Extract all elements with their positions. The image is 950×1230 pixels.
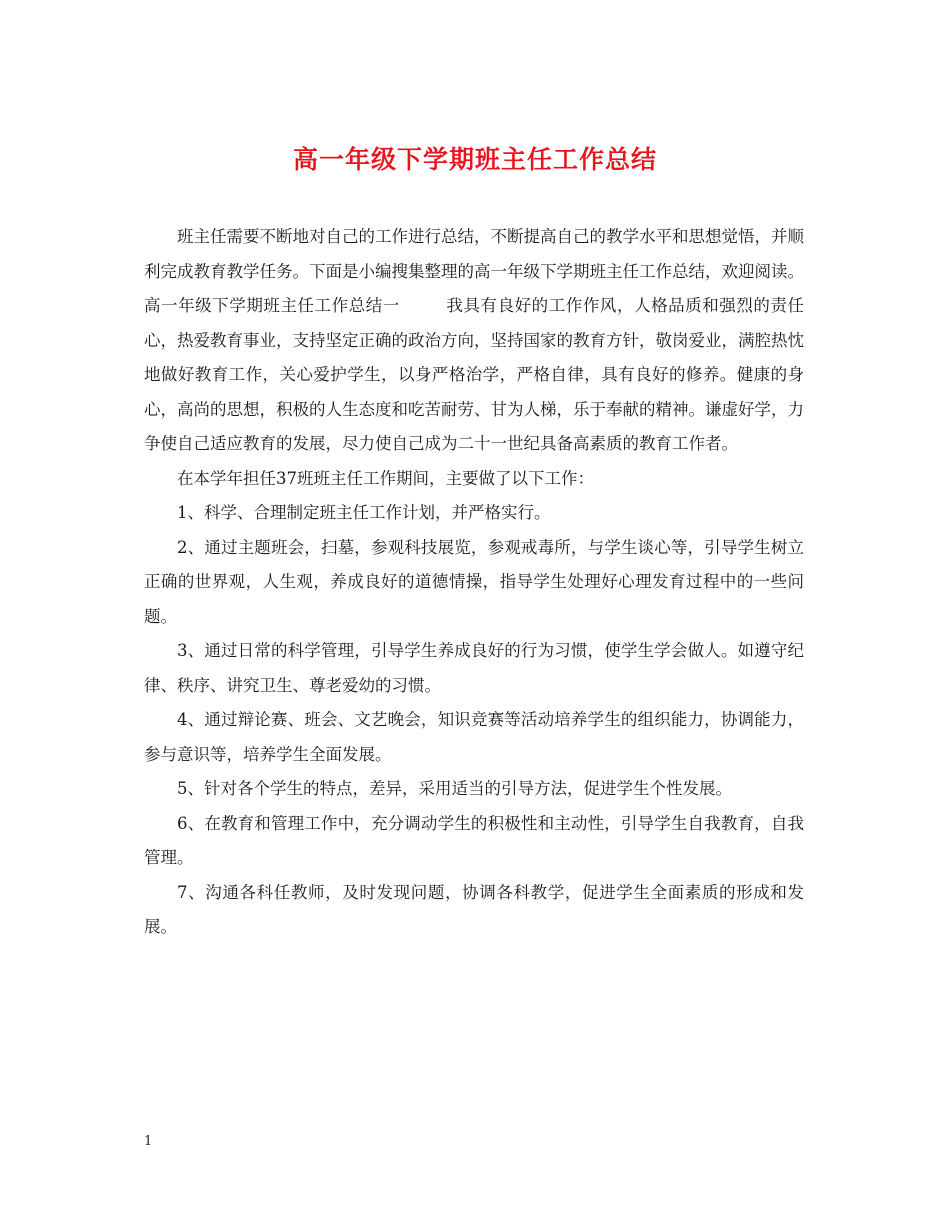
- document-body: [144, 220, 804, 945]
- list-item: 3、通过日常的科学管理，引导学生养成良好的行为习惯，使学生学会做人。如遵守纪律、秩序、讲究卫生、尊老爱幼的习惯。: [144, 641, 804, 695]
- list-item: 6、在教育和管理工作中，充分调动学生的积极性和主动性，引导学生自我教育，自我管理。: [144, 813, 804, 867]
- work-intro-paragraph: 在本学年担任37班班主任工作期间，主要做了以下工作：: [177, 468, 594, 488]
- section-heading: 高一年级下学期班主任工作总结一: [144, 296, 400, 315]
- list-item: 4、通过辩论赛、班会、文艺晚会，知识竞赛等活动培养学生的组织能力，协调能力，参与意识等，培养学生全面发展。: [144, 710, 804, 764]
- list-item: 5、针对各个学生的特点，差异，采用适当的引导方法，促进学生个性发展。: [177, 779, 732, 798]
- list-item: 1、科学、合理制定班主任工作计划，并严格实行。: [177, 503, 551, 522]
- list-item: 2、通过主题班会，扫墓，参观科技展览，参观戒毒所，与学生谈心等，引导学生树立正确的世界观，人生观，养成良好的道德情操，指导学生处理好心理发育过程中的一些问题。: [144, 537, 804, 626]
- section-paragraph: [144, 289, 804, 462]
- intro-paragraph: 班主任需要不断地对自己的工作进行总结，不断提高自己的教学水平和思想觉悟，并顺利完成教育教学任务。下面是小编搜集整理的高一年级下学期班主任工作总结，欢迎阅读。: [144, 227, 804, 281]
- list-item: 7、沟通各科任教师，及时发现问题，协调各科教学，促进学生全面素质的形成和发展。: [144, 882, 804, 936]
- section-body: 我具有良好的工作作风，人格品质和强烈的责任心，热爱教育事业，支持坚定正确的政治方向，坚持国家的教育方针，敬岗爱业，满腔热忱地做好教育工作，关心爱护学生，以身严格治学，严格自律，具有良好的修养。健康的身心，高尚的思想，积极的人生态度和吃苦耐劳、甘为人梯，乐于奉献的精神。谦虚好学，力争使自己适应教育的发展，尽力使自己成为二十一世纪具备高素质的教育工作者。: [144, 296, 805, 453]
- document-title: 高一年级下学期班主任工作总结: [292, 145, 657, 174]
- page-number: 1: [144, 1134, 153, 1149]
